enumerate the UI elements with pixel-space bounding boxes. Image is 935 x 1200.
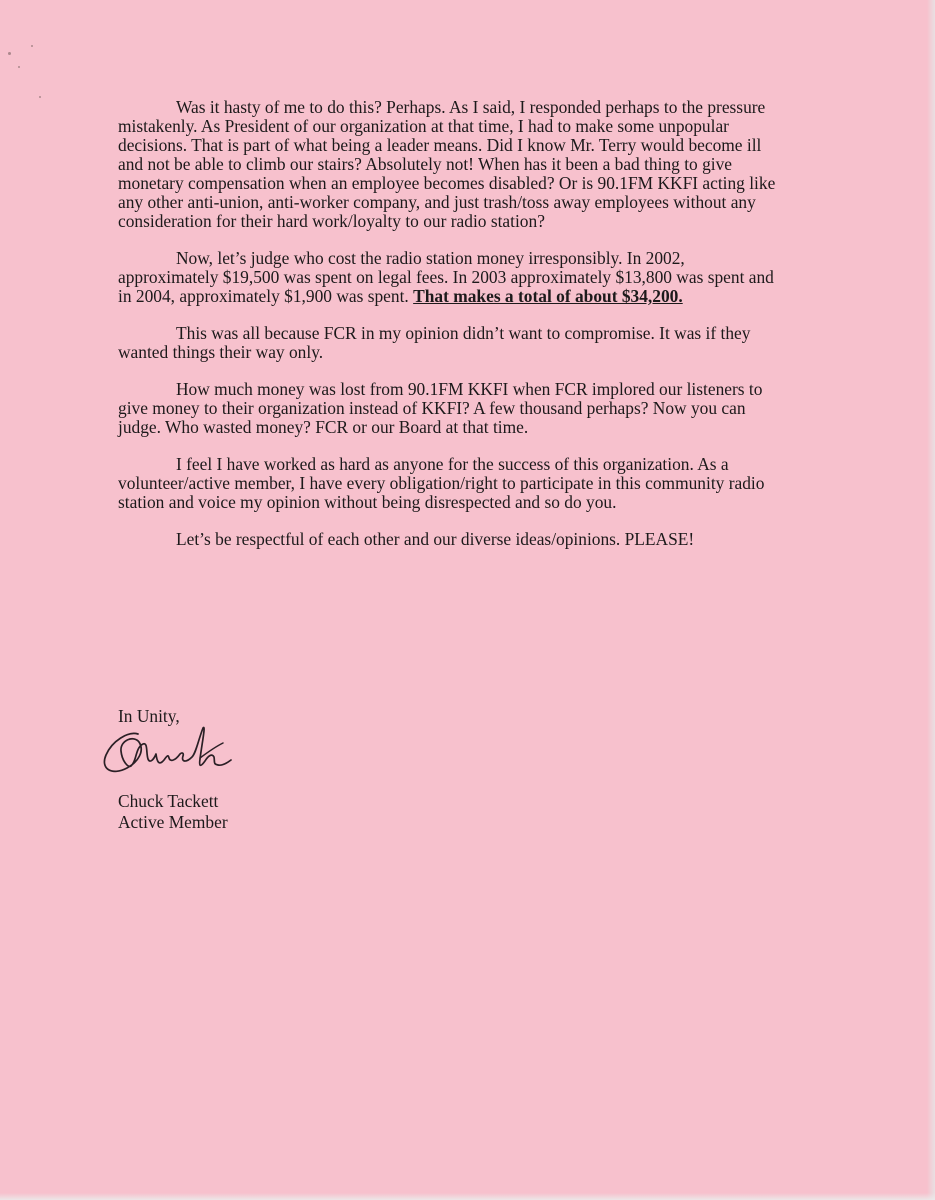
paragraph-lost-money	[118, 380, 783, 437]
letter-body	[118, 98, 783, 549]
paper-bottom-edge	[0, 1193, 935, 1200]
signature-chuck	[96, 723, 236, 788]
paper-right-edge	[927, 0, 935, 1200]
legal-cost-total: That makes a total of about $34,200.	[413, 286, 683, 306]
paragraph-text: How much money was lost from 90.1FM KKFI when FCR implored our listeners to give money to their organization instead of KKFI? A few thousand perhaps? Now you can judge. Who wasted money? FCR or our Board at that time.	[118, 379, 763, 437]
paragraph-text: This was all because FCR in my opinion didn’t want to compromise. It was if they wanted things their way only.	[118, 323, 751, 362]
handwritten-signature	[96, 723, 236, 788]
signer-block	[118, 791, 228, 833]
paragraph-text: Now, let’s judge who cost the radio station money irresponsibly. In 2002, approximately $19,500 was spent on legal fees. In 2003 approximately $13,800 was spent and in 2004, approximately $1,900 was spent.	[118, 248, 774, 306]
paper-speck	[18, 66, 20, 68]
signer-name: Chuck Tackett	[118, 791, 219, 811]
closing-salutation: In Unity,	[118, 706, 180, 726]
paragraph-legal-costs	[118, 249, 783, 306]
paper-speck	[8, 52, 11, 55]
paper-speck	[31, 45, 33, 47]
signer-title: Active Member	[118, 812, 228, 832]
paragraph-member-opinion	[118, 455, 783, 512]
paragraph-fcr-compromise	[118, 324, 783, 362]
paragraph-text: Let’s be respectful of each other and our diverse ideas/opinions. PLEASE!	[176, 529, 695, 549]
paragraph-text: I feel I have worked as hard as anyone for the success of this organization. As a volunteer/active member, I have every obligation/right to participate in this community radio station and voice my opinion without being disrespected and so do you.	[118, 454, 765, 512]
paragraph-text: Was it hasty of me to do this? Perhaps. As I said, I responded perhaps to the pressure mistakenly. As President of our organization at that time, I had to make some unpopular decisions. That is part of what being a leader means. Did I know Mr. Terry would become ill and not be able to climb our stairs? Absolutely not! When has it been a bad thing to give monetary compensation when an employee becomes disabled? Or is 90.1FM KKFI acting like any other anti-union, anti-worker company, and just trash/toss away employees without any consideration for their hard work/loyalty to our radio station?	[118, 97, 776, 231]
paper-speck	[39, 96, 41, 98]
paragraph-hasty-decision	[118, 98, 783, 231]
paragraph-respect	[118, 530, 783, 549]
